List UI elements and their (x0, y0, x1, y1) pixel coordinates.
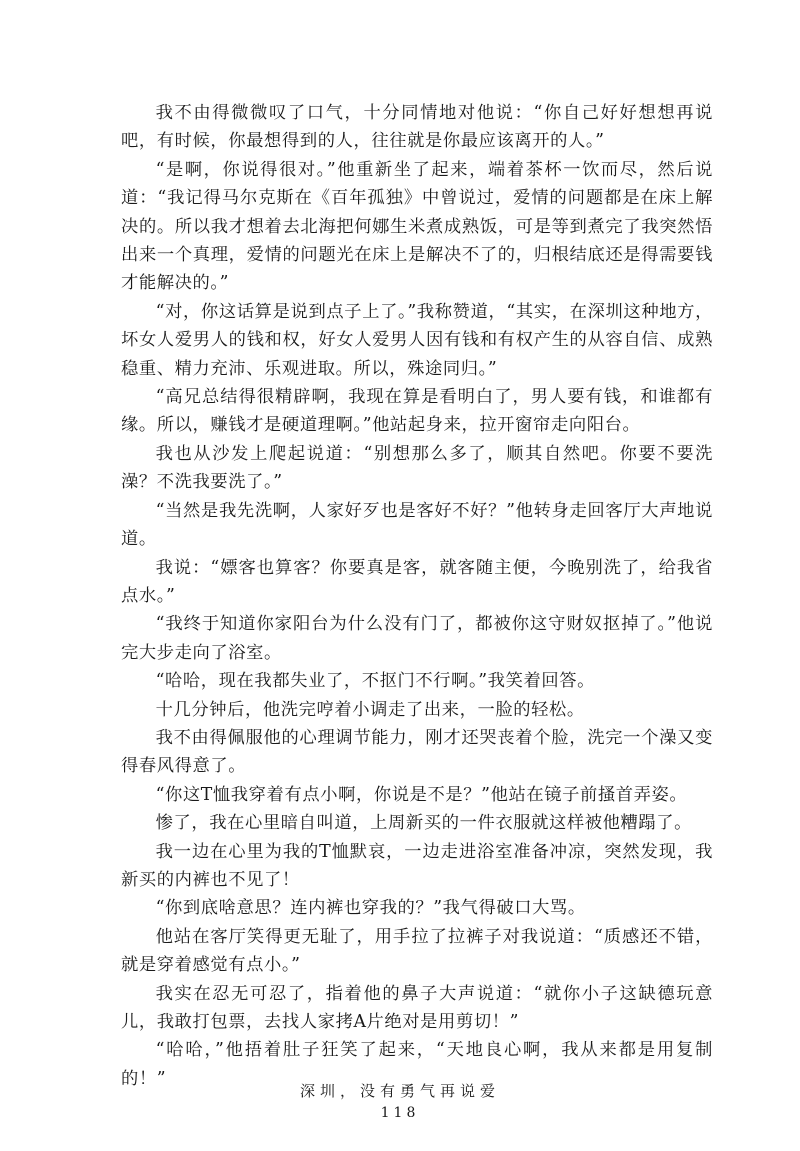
paragraph: “是啊，你说得很对。”他重新坐了起来，端着茶杯一饮而尽，然后说道：“我记得马尔克斯在《百年孤独》中曾说过，爱情的问题都是在床上解决的。所以我才想着去北海把何娜生米煮成熟饭，可是等到煮完了我突然悟出来一个真理，爱情的问题光在床上是解决不了的，归根结底还是得需要钱才能解决的。” (121, 159, 713, 294)
page-number: 118 (380, 1105, 420, 1121)
body-text (121, 99, 713, 1093)
paragraph: “哈哈，”他捂着肚子狂笑了起来，“天地良心啊，我从来都是用复制的！” (121, 1040, 713, 1089)
paragraph: “你到底啥意思？连内裤也穿我的？”我气得破口大骂。 (155, 898, 586, 919)
paragraph: 惨了，我在心里暗自叫道，上周新买的一件衣服就这样被他糟蹋了。 (155, 813, 693, 834)
paragraph: “哈哈，现在我都失业了，不抠门不行啊。”我笑着回答。 (155, 671, 595, 692)
paragraph: 十几分钟后，他洗完哼着小调走了出来，一脸的轻松。 (155, 699, 585, 720)
paragraph: 我也从沙发上爬起说道：“别想那么多了，顺其自然吧。你要不要洗澡？不洗我要洗了。” (121, 443, 713, 493)
paragraph: 我实在忍无可忍了，指着他的鼻子大声说道：“就你小子这缺德玩意儿，我敢打包票，去找人家拷A片绝对是用剪切！” (121, 983, 713, 1032)
paragraph: “你这T恤我穿着有点小啊，你说是不是？”他站在镜子前搔首弄姿。 (155, 784, 688, 805)
paragraph: 我不由得微微叹了口气，十分同情地对他说：“你自己好好想想再说吧，有时候，你最想得到的人，往往就是你最应该离开的人。” (121, 103, 713, 152)
paragraph: 我一边在心里为我的T恤默哀，一边走进浴室准备冲凉，突然发现，我新买的内裤也不见了！ (121, 841, 713, 890)
running-footer-title: 深圳，没有勇气再说爱 (299, 1082, 500, 1100)
paragraph: “我终于知道你家阳台为什么没有门了，都被你这守财奴抠掉了。”他说完大步走向了浴室。 (121, 614, 713, 663)
paragraph: “对，你这话算是说到点子上了。”我称赞道，“其实，在深圳这种地方，坏女人爱男人的钱和权，好女人爱男人因有钱和有权产生的从容自信、成熟稳重、精力充沛、乐观进取。所以，殊途同归。” (121, 301, 713, 379)
paragraph: 他站在客厅笑得更无耻了，用手拉了拉裤子对我说道：“质感还不错，就是穿着感觉有点小。” (121, 926, 713, 976)
paragraph: 我不由得佩服他的心理调节能力，刚才还哭丧着个脸，洗完一个澡又变得春风得意了。 (121, 727, 713, 777)
paragraph: 我说：“嫖客也算客？你要真是客，就客随主便，今晚别洗了，给我省点水。” (121, 557, 713, 606)
paragraph: “高兄总结得很精辟啊，我现在算是看明白了，男人要有钱，和谁都有缘。所以，赚钱才是硬道理啊。”他站起身来，拉开窗帘走向阳台。 (121, 387, 713, 436)
paragraph: “当然是我先洗啊，人家好歹也是客好不好？”他转身走回客厅大声地说道。 (121, 500, 713, 550)
